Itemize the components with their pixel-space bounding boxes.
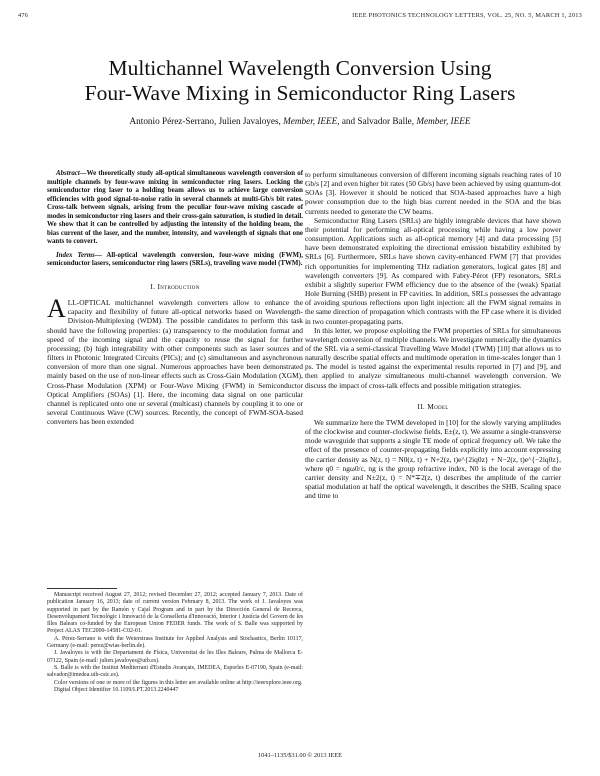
running-header [18,12,582,22]
intro-paragraph [47,294,303,427]
footnote-color: Color versions of one or more of the figures in this letter are available online at http://ieeexplore.ieee.org. [54,679,303,686]
section2-name: Model [427,401,449,411]
footnote-manuscript: Manuscript received August 27, 2012; revised December 27, 2012; accepted January 7, 2013. Date of publication January 16, 2013; date of current version February 8, 2013. The work of J. Javaloyes was supported in part by the Ramón y Cajal Program and in part by the Dirección General de Recerca, Desenvolupament Tecnològic i Innovació de la Conselleria d'Innovació, Interior i Justícia del Govern de les Illes Balears co-funded by the European Union FEDER funds. The work of S. Balle was supported by Project ALAS TEC2009-14581-C02-01. [47,592,303,635]
section2-numeral: II. [417,401,426,411]
footnote-author-2: J. Javaloyes is with the Departament de Física, Universitat de les Illes Balears, Palma de Mallorca E-07122, Spain (e-mail: julien.javaloyes@uib.es). [47,650,303,664]
index-terms-label: Index Terms [56,251,95,259]
footnotes [47,592,303,694]
footnote-author-1: A. Pérez-Serrano is with the Weierstrass Institute for Applied Analysis and Stochastics, Berlin 10117, Germany (e-mail: perez@wias-berlin.de). [47,635,303,650]
abstract [47,170,303,247]
author-role-2: Member, IEEE [416,116,471,126]
journal-header: IEEE PHOTONICS TECHNOLOGY LETTERS, VOL. 25, NO. 5, MARCH 1, 2013 [352,12,582,19]
title-line-2: Four-Wave Mixing in Semiconductor Ring Lasers [84,81,516,105]
author-names-2: , and Salvador Balle, [337,116,415,126]
author-names-1: Antonio Pérez-Serrano, Julien Javaloyes, [129,116,281,126]
abstract-label: Abstract [56,170,80,177]
footnote-rule [47,588,117,589]
left-column [47,170,303,426]
intro-text: LL-OPTICAL multichannel wavelength converters allow to enhance the capacity and flexibility of future all-optical networks based on Wavelength-Division-Multiplexing (WDM). The possible candidates to perform this task should have the following properties: (a) transparency to the modulation format and speed of the incoming signal and the capacity to reuse the signal for further processing; (b) high integrability with other components such as laser sources and filters in Photonic Integrated Circuits (PICs); and (c) simultaneous and asynchronous conversion of more than one signal. Numerous approaches have been demonstrated mainly based on the use of non-linear effects such as Cross-Gain Modulation (XGM), Cross-Phase Modulation (XPM) or Four-Wave Mixing (FWM) in Semiconductor Optical Amplifiers (SOAs) [1]. Here, the incoming data signal on one particular channel is replicated onto one or several (multicast) channels by coupling it to one or several Continuous Wave (CW) sources. Recently, the concept of FWM-SOA-based converters has been extended [47,298,303,427]
author-role-1: Member, IEEE [283,116,338,126]
page-number: 476 [18,12,29,19]
index-terms-text: — All-optical wavelength conversion, four-wave mixing (FWM), semiconductor lasers, semiconductor ring lasers (SRLs), traveling wave model (TWM). [47,251,304,268]
right-paragraph-3: In this letter, we propose exploiting the FWM properties of SRLs for simultaneous wavelength conversion of multiple channels. We investigate numerically the dynamics of the SRL via a semi-classical Travelling Wave Model (TWM) [10] that allows us to naturally describe spatial effects and multimode operation in time-scales longer than 1 ps. The model is tested against the experimental results reported in [7] and [9], and then applied to analyze simultaneous multi-channel wavelength conversion. We discuss the impact of cross-talk effects and possible mitigation strategies. [305,325,561,390]
index-terms [47,252,303,269]
footnote-doi: Digital Object Identifier 10.1109/LPT.2013.2240447 [54,686,179,693]
section-numeral: I. [150,282,156,292]
paper-title [20,56,580,106]
right-column [305,170,561,500]
right-paragraph-2: Semiconductor Ring Lasers (SRLs) are highly integrable devices that have shown their potential for performing all-optical processing while having a low power consumption. Applications such as all-optical memory [4] and data processing [5] have been demonstrated exploiting the directional emission bistability exhibited by SRLs [6]. Furthermore, SRLs have shown cavity-enhanced FWM [7] that provides rich opportunities for implementing THz radiation generators, logical gates [8] and wavelength converters [9]. As compared with Fabry-Pérot (FP) resonators, SRLs exhibit a slightly superior FWM efficiency due to the absence of the (weak) Spatial Hole Burning (SHB) present in FP cavities. In addition, SRLs possesses the advantage of avoiding spurious reflections upon light injection: all the FWM signal remains in the same direction of propagation which contrasts with the FP case where it is divided in two counter-propagating parts. [305,215,561,326]
footnote-author-3: S. Balle is with the Institut Mediterrani d'Estudis Avançats, IMEDEA, Esporles E-07190, Spain (e-mail: salvador@imedea.uib-csic.es). [47,664,303,679]
author-line [20,116,580,126]
right-paragraph-1: to perform simultaneous conversion of different incoming signals reaching rates of 10 Gb/s [2] and even higher bit rates (50 Gb/s) have been achieved by using quantum-dot SOAs [3]. However it should be noticed that SOA-based approaches have a high power consumption due to the high bias current needed in the SOA and the bias currents needed to generate the CW beams. [305,170,561,216]
right-paragraph-4: We summarize here the TWM developed in [10] for the slowly varying amplitudes of the clockwise and counter-clockwise fields, E±(z, t). We assume a single-transverse mode waveguide that supports a single TE mode of optical frequency ω0. We take the effect of the presence of counter-propagating fields explicitly into account expressing the carrier density as N(z, t) = N0(z, t) + N+2(z, t)e^{2iq0z} + N−2(z, t)e^{−2iq0z}, where q0 = ngω0/c, ng is the group refractive index, N0 is the local average of the carrier density and N±2(z, t) = N*∓2(z, t) describes the amplitude of the carrier spatial modulation at half the optical wavelength, it describes the SHB. Scaling space and time to [305,417,561,501]
abstract-text: —We theoretically study all-optical simultaneous wavelength conversion of multiple channels by four-wave mixing in semiconductor ring lasers. Locking the semiconductor ring laser to a holding beam allows us to achieve large conversion efficiencies with good signal-to-noise ratio in several channels at multi-Gb/s bit rates. Cross-talk between signals, arising from the peculiar four-wave mixing cascade of modes in semiconductor ring lasers and their cross-gain saturation, is studied in detail. We show that it can be controlled by adjusting the intensity of the holding beam, the bias current of the laser, and the number, intensity, and wavelength of signals that one wants to convert. [47,170,303,246]
section-heading-model [305,402,561,411]
drop-cap: A [47,294,66,324]
section-heading-introduction [47,282,303,291]
section-name: Introduction [157,282,200,292]
title-line-1: Multichannel Wavelength Conversion Using [108,56,492,80]
copyright-line: 1041–1135/$31.00 © 2013 IEEE [257,752,343,759]
